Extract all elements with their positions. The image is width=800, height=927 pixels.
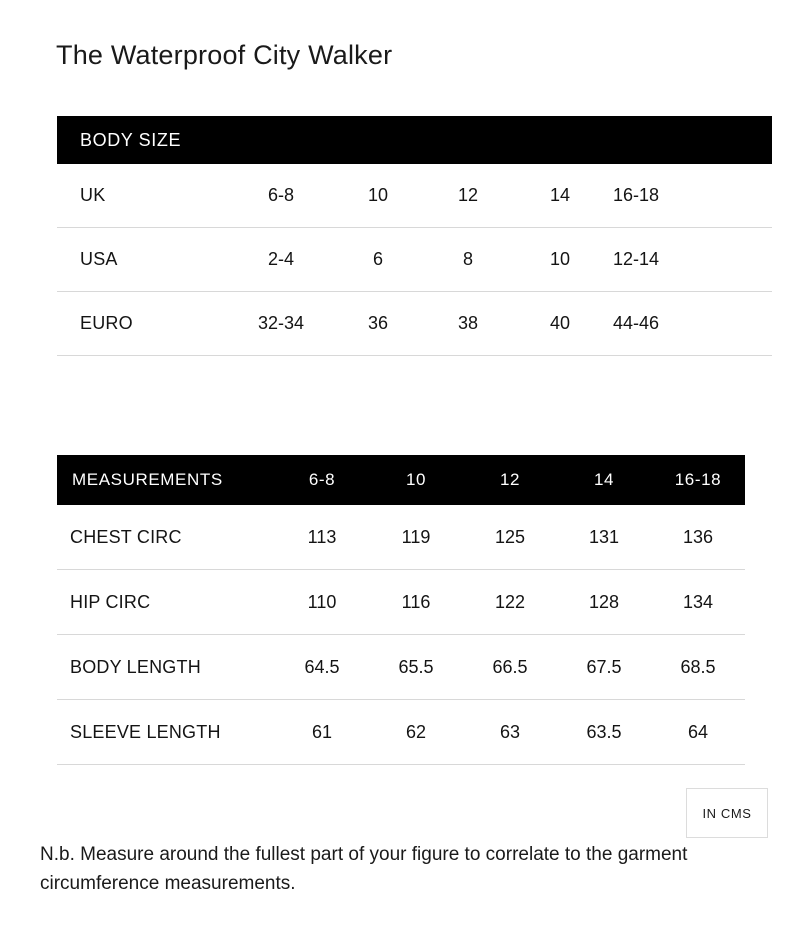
- cell-usa-5: 12-14: [613, 249, 660, 269]
- body-size-header-label: BODY SIZE: [80, 129, 182, 150]
- row-label-hip-circ: HIP CIRC: [70, 591, 151, 612]
- row-values-sleeve-length: [275, 722, 745, 743]
- row-values-chest-circ: [275, 527, 745, 548]
- unit-badge-label: IN CMS: [702, 805, 752, 821]
- cell-sleeve-length-2: 62: [405, 721, 427, 742]
- column-header-1: 6-8: [308, 470, 336, 489]
- row-values-usa: [229, 249, 772, 270]
- measurements-column-headers: [275, 470, 745, 490]
- table-row: [57, 505, 745, 570]
- cell-sleeve-length-1: 61: [311, 721, 333, 742]
- cell-sleeve-length-4: 63.5: [586, 721, 622, 742]
- cell-chest-1: 113: [307, 526, 337, 547]
- row-label-sleeve-length: SLEEVE LENGTH: [70, 721, 221, 742]
- cell-euro-1: 32-34: [257, 313, 305, 333]
- table-row: [57, 700, 745, 765]
- row-label-euro: EURO: [80, 313, 133, 333]
- cell-body-length-1: 64.5: [304, 656, 340, 677]
- table-row: [57, 228, 772, 292]
- measurements-header-label: MEASUREMENTS: [72, 470, 223, 489]
- cell-hip-4: 128: [588, 591, 620, 612]
- column-header-5: 16-18: [674, 470, 722, 489]
- cell-usa-4: 10: [549, 249, 571, 269]
- cell-chest-2: 119: [401, 526, 431, 547]
- page-title: The Waterproof City Walker: [56, 40, 393, 70]
- row-values-euro: [229, 313, 772, 334]
- cell-hip-5: 134: [682, 591, 714, 612]
- row-label-usa: USA: [80, 249, 118, 269]
- cell-chest-3: 125: [494, 526, 526, 547]
- column-header-2: 10: [405, 470, 427, 489]
- cell-uk-4: 14: [549, 185, 571, 205]
- measurements-table: [57, 455, 745, 765]
- cell-hip-2: 116: [401, 591, 431, 612]
- body-size-table: [57, 116, 772, 356]
- measurement-note: N.b. Measure around the fullest part of your figure to correlate to the garment circumference measurements.: [40, 844, 688, 895]
- cell-euro-3: 38: [457, 313, 479, 333]
- cell-uk-2: 10: [367, 185, 389, 205]
- column-header-4: 14: [593, 470, 615, 489]
- cell-euro-5: 44-46: [613, 313, 660, 333]
- body-size-table-header: [57, 116, 772, 164]
- cell-euro-4: 40: [549, 313, 571, 333]
- table-row: [57, 635, 745, 700]
- cell-body-length-4: 67.5: [586, 656, 622, 677]
- cell-chest-4: 131: [588, 526, 620, 547]
- table-row: [57, 570, 745, 635]
- cell-uk-3: 12: [457, 185, 479, 205]
- cell-body-length-3: 66.5: [492, 656, 528, 677]
- cell-uk-1: 6-8: [267, 185, 294, 205]
- cell-body-length-5: 68.5: [680, 656, 716, 677]
- row-values-hip-circ: [275, 592, 745, 613]
- column-header-3: 12: [499, 470, 521, 489]
- table-row: [57, 164, 772, 228]
- cell-hip-1: 110: [307, 591, 337, 612]
- cell-sleeve-length-5: 64: [687, 721, 709, 742]
- row-label-body-length: BODY LENGTH: [70, 656, 201, 677]
- table-row: [57, 292, 772, 356]
- cell-sleeve-length-3: 63: [499, 721, 521, 742]
- cell-usa-3: 8: [462, 249, 473, 269]
- cell-uk-5: 16-18: [613, 185, 660, 205]
- row-label-uk: UK: [80, 185, 106, 205]
- cell-usa-1: 2-4: [267, 249, 294, 269]
- row-values-uk: [229, 185, 772, 206]
- cell-usa-2: 6: [372, 249, 383, 269]
- cell-body-length-2: 65.5: [398, 656, 434, 677]
- cell-chest-5: 136: [682, 526, 714, 547]
- row-values-body-length: [275, 657, 745, 678]
- cell-hip-3: 122: [494, 591, 526, 612]
- cell-euro-2: 36: [367, 313, 389, 333]
- unit-badge: [686, 788, 768, 838]
- measurements-table-header: [57, 455, 745, 505]
- row-label-chest-circ: CHEST CIRC: [70, 526, 182, 547]
